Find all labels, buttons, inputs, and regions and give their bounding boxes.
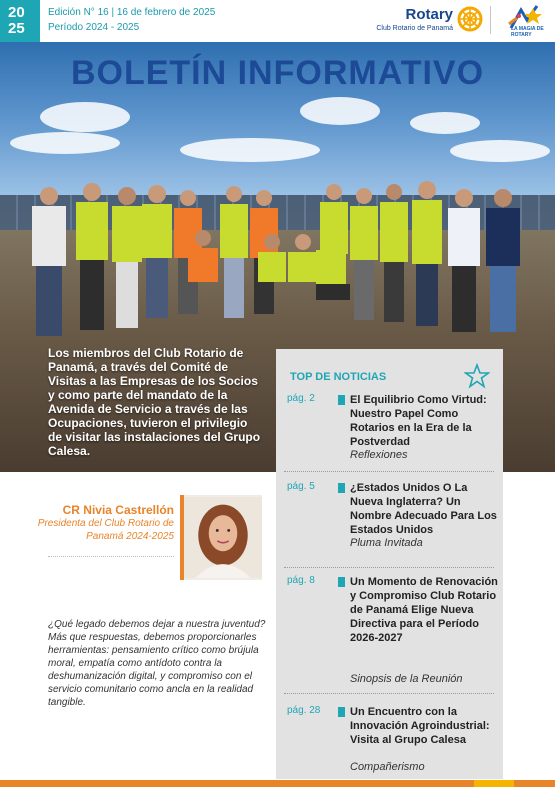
cloud	[450, 140, 550, 162]
news-separator	[284, 567, 494, 568]
issue-line: Edición N° 16 | 16 de febrero de 2025	[48, 7, 216, 18]
news-section: Pluma Invitada	[350, 537, 423, 549]
news-title[interactable]: ¿Estados Unidos O La Nueva Inglaterra? Un Nombre Adecuado Para Los Estados Unidos	[350, 482, 497, 536]
rotary-wheel-icon	[457, 6, 483, 32]
news-title[interactable]: El Equilibrio Como Virtud: Nuestro Papel Como Rotarios en la Era de la Postverdad	[350, 394, 487, 448]
news-separator	[284, 471, 494, 472]
cloud	[410, 112, 480, 134]
news-marker	[338, 483, 345, 493]
cloud	[300, 97, 380, 125]
news-marker	[338, 395, 345, 405]
header-divider	[490, 6, 491, 34]
news-section: Sinopsis de la Reunión	[350, 673, 463, 685]
news-title[interactable]: Un Momento de Renovación y Compromiso Club Rotario de Panamá Elige Nueva Directiva para el Período 2026-2027	[350, 576, 498, 644]
president-photo	[180, 495, 262, 580]
year-bottom: 25	[8, 20, 25, 37]
hero-caption: Los miembros del Club Rotario de Panamá, a través del Comité de Visitas a las Empresas de los Socios y como parte del mandato de la Avenida de Servicio a través de las Ocupaciones, tuvieron el privilegio de visitar las instalaciones del Grupo Calesa.	[48, 346, 261, 458]
header	[0, 0, 555, 42]
top-news-panel	[276, 349, 503, 779]
footer-bar	[0, 780, 555, 787]
group-photo-people	[30, 172, 540, 352]
cloud	[180, 138, 320, 162]
club-name: Club Rotario de Panamá	[376, 25, 453, 32]
news-marker	[338, 707, 345, 717]
news-marker	[338, 577, 345, 587]
la-magia-label: LA MAGIA DE ROTARY	[511, 26, 544, 38]
cloud	[10, 132, 120, 154]
news-title[interactable]: Un Encuentro con la Innovación Agroindustrial: Visita al Grupo Calesa	[350, 706, 490, 746]
people-group	[32, 181, 520, 336]
top-news-heading: TOP DE NOTICIAS	[290, 371, 387, 383]
news-page: pág. 28	[287, 705, 321, 716]
issue-info	[48, 5, 215, 35]
cloud	[40, 102, 130, 132]
news-page: pág. 2	[287, 393, 315, 404]
news-separator	[284, 693, 494, 694]
year-top: 20	[8, 4, 25, 21]
rotary-logo	[370, 4, 485, 38]
rotary-wordmark: Rotary	[405, 6, 453, 23]
year-badge	[0, 0, 40, 42]
news-section: Compañerismo	[350, 761, 425, 773]
news-page: pág. 5	[287, 481, 315, 492]
president-name: CR Nivia Castrellón	[62, 503, 174, 517]
president-role: Presidenta del Club Rotario de Panamá 2024-2025	[37, 518, 174, 542]
period-line: Período 2024 - 2025	[48, 22, 140, 33]
star-icon	[464, 363, 490, 389]
news-section: Reflexiones	[350, 449, 408, 461]
news-page: pág. 8	[287, 575, 315, 586]
portrait-image	[184, 495, 262, 580]
newsletter-title: BOLETÍN INFORMATIVO	[70, 54, 485, 92]
president-divider	[48, 556, 174, 557]
footer-accent	[474, 780, 514, 787]
president-quote: ¿Qué legado debemos dejar a nuestra juventud? Más que respuestas, debemos proporcionarles herramientas: pensamiento crítico como brújula moral, empatía como antídoto contra la deshumanización digital, y compromiso con el servicio comunitario como ancla en la realidad tangible.	[48, 619, 266, 708]
